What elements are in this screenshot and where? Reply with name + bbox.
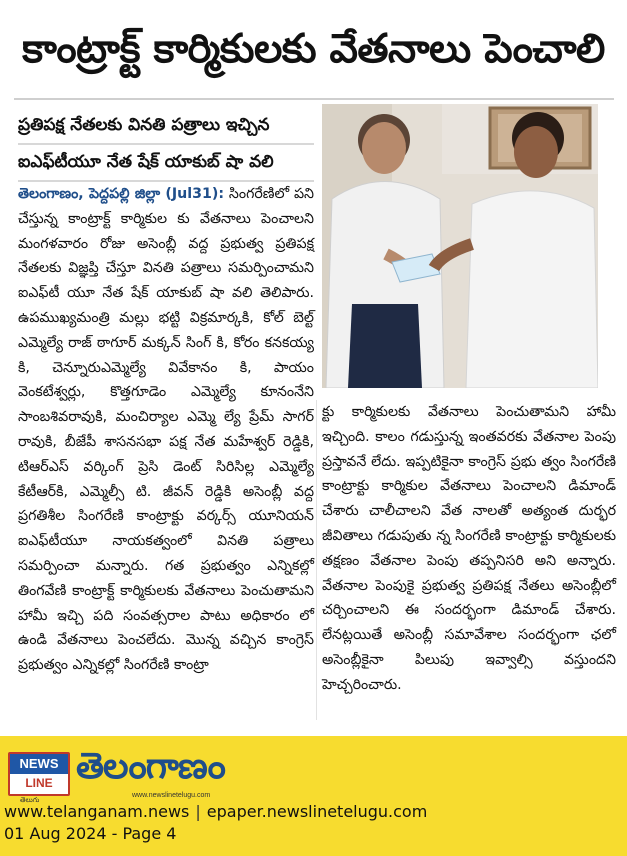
footer-bar [0, 736, 627, 856]
headline: కాంట్రాక్ట్ కార్మికులకు వేతనాలు పెంచాలి [22, 26, 605, 72]
badge-sub-text: తెలుగు [20, 796, 40, 804]
brand-url: www.newslinetelugu.com [132, 792, 211, 799]
headline-rule [14, 98, 614, 100]
news-photo [322, 104, 598, 388]
brand-name: తెలంగాణం [76, 746, 225, 787]
subhead-line-1: ప్రతిపక్ష నేతలకు వినతి పత్రాలు ఇచ్చిన [18, 108, 314, 145]
url-separator: | [195, 802, 201, 821]
subhead-line-2: ఐఎఫ్‌టీయూ నేత షేక్ యాకుబ్ షా వలి [18, 145, 314, 182]
epaper-link[interactable]: epaper.newslinetelugu.com [206, 802, 428, 821]
article-body-left [18, 182, 314, 678]
newsline-badge [8, 752, 70, 796]
brand-logo [8, 746, 338, 802]
date-page-label: 01 Aug 2024 - Page 4 [4, 824, 177, 843]
badge-line-text: LINE [25, 776, 53, 790]
dateline: తెలంగాణం, పెద్దపల్లి జిల్లా (Jul31): [18, 186, 225, 202]
badge-news-text: NEWS [10, 754, 68, 774]
footer-urls [4, 802, 427, 821]
body-text-right: క్టు కార్మికులకు వేతనాలు పెంచుతామని హామీ ఇచ్చింది. కాలం గడుస్తున్న ఇంతవరకు వేతనాల పెంపు ప్రస్తావనే లేదు. ఇప్పటికైనా కాంగ్రెస్ ప్రభు త్వం సింగరేణి కాంట్రాక్టు కార్మికుల వేతనాలు పెంచాలని డిమాండ్ చేశారు చాలీచాలని వేత నాలతో అత్యంత దుర్భర జీవితాలు గడుపుతు న్న సింగరేణి కాంట్రాక్టు కార్మికులకు తక్షణం వేతనాల పెంపు తప్పనిసరి అని అన్నారు. వేతనాల పెంపుకై ప్రభుత్వ ప్రతిపక్ష నేతలు అసెంబ్లీలో చర్చించాలని ఈ సందర్భంగా డిమాండ్ చేశారు. లేనట్లయితే అసెంబ్లీ సమావేశాల సందర్భంగా ఛలో అసెంబ్లీకైనా పిలుపు ఇవ్వాల్సి వస్తుందని హెచ్చరించారు. [322, 404, 616, 693]
website-link[interactable]: www.telanganam.news [4, 802, 190, 821]
subhead [18, 108, 314, 182]
column-divider [316, 400, 317, 720]
article-body-right [322, 400, 616, 698]
body-text-left: సింగరేణిలో పని చేస్తున్న కాంట్రాక్ట్ కార్మికుల కు వేతనాలు పెంచాలని మంగళవారం రోజు అసెంబ్లీ వద్ద ప్రభుత్వ ప్రతిపక్ష నేతలకు విజ్ఞప్తి చేస్తూ వినతి పత్రాలు సమర్పించామని ఐఎఫ్‌టీ యూ నేత షేక్ యాకుబ్ షా వలి తెలిపారు. ఉపముఖ్యమంత్రి మల్లు భట్టి విక్రమార్కకి, కోల్ బెల్ట్ ఎమ్మెల్యే రాజ్ ఠాగూర్ మక్కన్ సింగ్ కి, కోరం కనకయ్య కి, చెన్నూరుఎమ్మెల్యే వివేకానం కి, పాయం వెంకటేశ్వర్లు, కొత్తగూడెం ఎమ్మెల్యే కూనంనేని సాంబశివరావుకి, మంచిర్యాల ఎమ్మె ల్యే ప్రేమ్ సాగర్ రావుకి, బీజేపీ శాసనసభా పక్ష నేత మహేశ్వర్ రెడ్డికి, టిఆర్ఎస్ వర్కింగ్ ప్రెసి డెంట్ సిరిసిల్ల ఎమ్మెల్యే కేటీఆర్‌కి, ఎమ్మెల్సీ టి. జీవన్ రెడ్డికి అసెంబ్లీ వద్ద ప్రగతిశీల సింగరేణి కాంట్రాక్టు వర్కర్స్ యూనియన్ ఐఎఫ్‌టీయూ నాయకత్వంలో వినతి పత్రాలు సమర్పించా మన్నారు. గత ప్రభుత్వం ఎన్నికల్లో తింగవేణి కాంట్రాక్ట్ కార్మికులకు వేతనాలు పెంచుతామని హామీ ఇచ్చి పది సంవత్సరాల పాటు అధికారం లో ఉండి వేతనాలు పెంచలేదు. మొన్న వచ్చిన కాంగ్రెస్ ప్రభుత్వం ఎన్నికల్లో సింగరేణి కాంట్రా [18, 186, 315, 674]
